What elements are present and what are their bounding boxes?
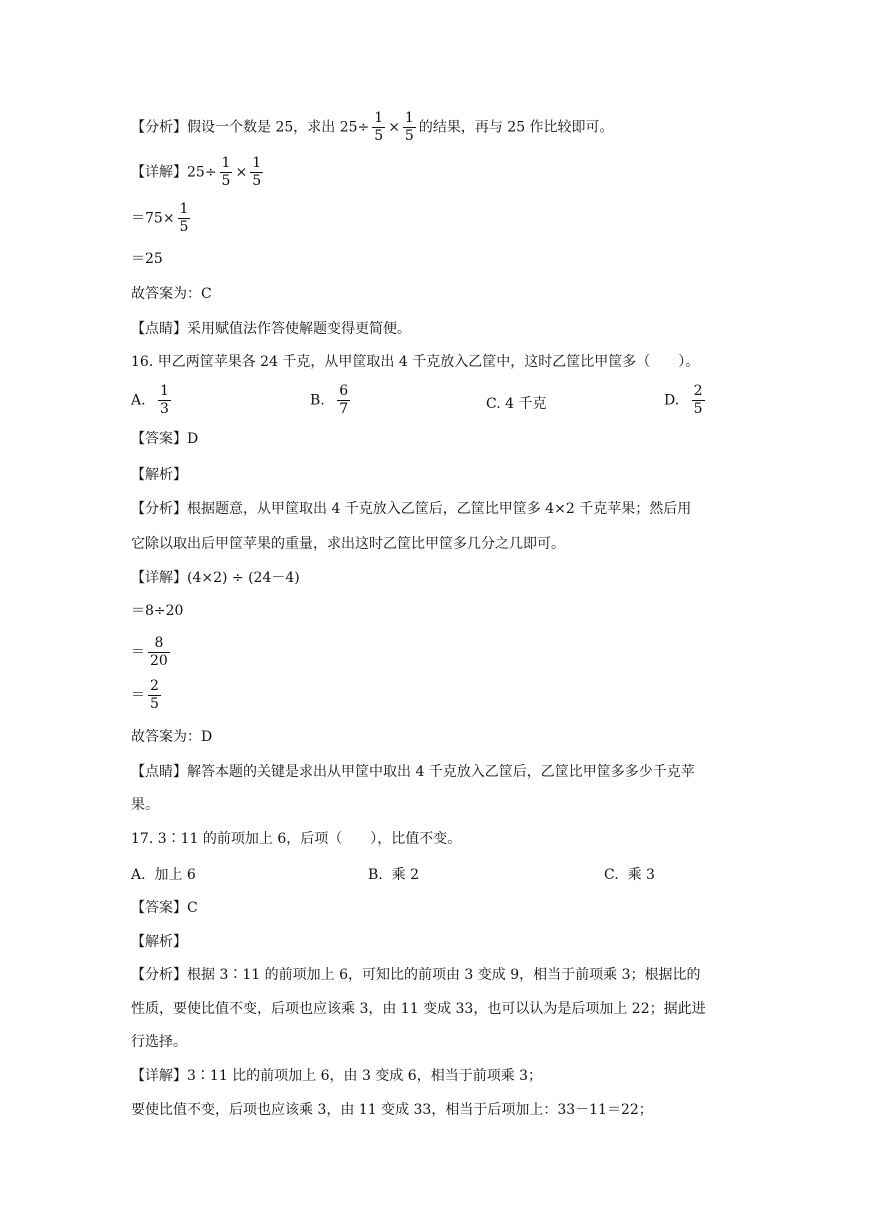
fraction: $\frac{6}{7}$: [339, 383, 349, 417]
fraction: $\frac{1}{5}$: [404, 110, 414, 144]
q16-option-a: A. $\frac{1}{3}$: [131, 383, 169, 417]
q17-analysis-line1: 【分析】根据 3∶11 的前项加上 6，可知比的前项由 3 变成 9，相当于前项乘 3；根据比的: [131, 967, 701, 983]
fraction: $\frac{1}{3}$: [160, 383, 169, 417]
q17-option-c: C. 乘 3: [604, 867, 655, 883]
q16-analysis-line1: 【分析】根据题意，从甲筐取出 4 千克放入乙筐后，乙筐比甲筐多 4×2 千克苹果；然后用: [131, 501, 692, 517]
q16-comment-line2: 果。: [131, 797, 159, 813]
q17-analysis-line2: 性质，要使比值不变，后项也应该乘 3，由 11 变成 33，也可以认为是后项加上 22；据此进: [131, 1001, 706, 1017]
q15-step1: ＝75× $\frac{1}{5}$: [131, 201, 189, 235]
fraction: $\frac{1}{5}$: [179, 201, 189, 235]
q15-detail: 【详解】25÷ $\frac{1}{5}$ × $\frac{1}{5}$: [131, 155, 262, 189]
q16-question: 16. 甲乙两筐苹果各 24 千克，从甲筐取出 4 千克放入乙筐中，这时乙筐比甲筐多（ ）。: [131, 354, 700, 370]
fraction: $\frac{2}{5}$: [150, 678, 159, 712]
q17-detail-line1: 【详解】3∶11 比的前项加上 6，由 3 变成 6，相当于前项乘 3；: [131, 1068, 543, 1084]
fraction: $\frac{1}{5}$: [252, 155, 262, 189]
q17-explain-tag: 【解析】: [131, 934, 187, 950]
q17-option-b: B. 乘 2: [368, 867, 420, 883]
q16-step2: ＝ $\frac{8}{20}$: [131, 635, 168, 669]
q16-explain-tag: 【解析】: [131, 467, 187, 483]
q16-detail: 【详解】(4×2) ÷ (24－4): [131, 570, 300, 586]
q15-comment: 【点睛】采用赋值法作答使解题变得更简便。: [131, 321, 411, 337]
q17-option-a: A. 加上 6: [131, 867, 196, 883]
q17-analysis-line3: 行选择。: [131, 1034, 187, 1050]
q16-analysis-line2: 它除以取出后甲筐苹果的重量，求出这时乙筐比甲筐多几分之几即可。: [131, 536, 565, 552]
fraction: $\frac{2}{5}$: [693, 383, 703, 417]
q17-answer-tag: 【答案】C: [131, 900, 198, 916]
q16-step1: ＝8÷20: [131, 603, 184, 619]
q15-answer: 故答案为：C: [131, 286, 212, 302]
q15-analysis: 【分析】假设一个数是 25，求出 25÷ $\frac{1}{5}$ × $\frac{1}{5}$ 的结果，再与 25 作比较即可。: [131, 110, 614, 144]
q15-analysis-post: 的结果，再与 25 作比较即可。: [418, 119, 614, 136]
q16-answer: 故答案为：D: [131, 729, 213, 745]
q16-option-c: C. 4 千克: [486, 396, 547, 412]
q17-question: 17. 3∶11 的前项加上 6，后项（ ），比值不变。: [131, 831, 462, 847]
fraction: $\frac{8}{20}$: [150, 635, 168, 669]
fraction: $\frac{1}{5}$: [374, 110, 384, 144]
q16-option-b: B. $\frac{6}{7}$: [310, 383, 349, 417]
q16-answer-tag: 【答案】D: [131, 431, 199, 447]
fraction: $\frac{1}{5}$: [221, 155, 231, 189]
q16-comment-line1: 【点睛】解答本题的关键是求出从甲筐中取出 4 千克放入乙筐后，乙筐比甲筐多多少千克苹: [131, 764, 695, 780]
q15-analysis-pre: 【分析】假设一个数是 25，求出 25÷: [131, 119, 370, 136]
q16-option-d: D. $\frac{2}{5}$: [664, 383, 703, 417]
q16-step3: ＝ $\frac{2}{5}$: [131, 678, 159, 712]
q15-step2: ＝25: [131, 251, 163, 267]
q17-detail-line2: 要使比值不变，后项也应该乘 3，由 11 变成 33，相当于后项加上：33－11＝22；: [131, 1102, 653, 1118]
